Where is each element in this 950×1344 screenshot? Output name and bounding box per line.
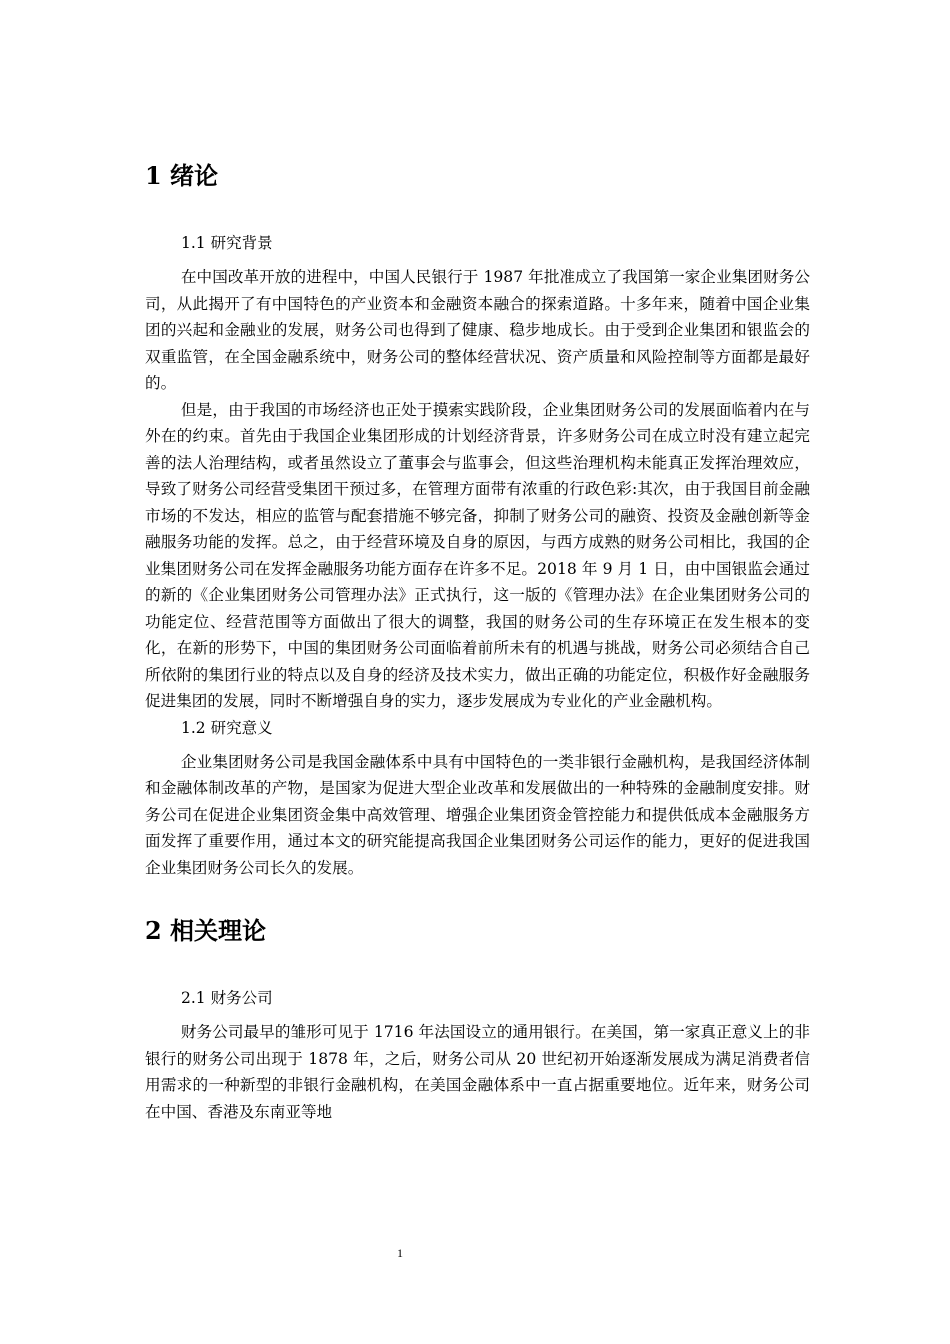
paragraph-1-2-a: 企业集团财务公司是我国金融体系中具有中国特色的一类非银行金融机构，是我国经济体制和金融体制改革的产物，是国家为促进大型企业改革和发展做出的一种特殊的金融制度安排。财务公司在促进企业集团资金集中高效管理、增强企业集团资金管控能力和提供低成本金融服务方面发挥了重要作用，通过本文的研究能提高我国企业集团财务公司运作的能力，更好的促进我国企业集团财务公司长久的发展。	[145, 752, 810, 877]
page-content	[145, 160, 810, 1125]
paragraph-1-1-b: 但是，由于我国的市场经济也正处于摸索实践阶段，企业集团财务公司的发展面临着内在与外在的约束。首先由于我国企业集团形成的计划经济背景，许多财务公司在成立时没有建立起完善的法人治理结构，或者虽然设立了董事会与监事会，但这些治理机构未能真正发挥治理效应，导致了财务公司经营受集团干预过多，在管理方面带有浓重的行政色彩:其次，由于我国目前金融市场的不发达，相应的监管与配套措施不够完备，抑制了财务公司的融资、投资及金融创新等金融服务功能的发挥。总之，由于经营环境及自身的原因，与西方成熟的财务公司相比，我国的企业集团财务公司在发挥金融服务功能方面存在许多不足。2018 年 9 月 1 日，由中国银监会通过的新的《企业集团财务公司管理办法》正式执行，这一版的《管理办法》在企业集团财务公司的功能定位、经营范围等方面做出了很大的调整，我国的财务公司的生存环境正在发生根本的变化，在新的形势下，中国的集团财务公司面临着前所未有的机遇与挑战，财务公司必须结合自己所依附的集团行业的特点以及自身的经济及技术实力，做出正确的功能定位，积极作好金融服务促进集团的发展，同时不断增强自身的实力，逐步发展成为专业化的产业金融机构。	[145, 400, 810, 710]
page-number: 1	[397, 1246, 403, 1260]
section-heading-1: 1 绪论	[145, 161, 219, 190]
subsection-heading-1-1: 1.1 研究背景	[181, 234, 273, 252]
paragraph-1-1-a: 在中国改革开放的进程中，中国人民银行于 1987 年批准成立了我国第一家企业集团财务公司，从此揭开了有中国特色的产业资本和金融资本融合的探索道路。十多年来，随着中国企业集团的兴起和金融业的发展，财务公司也得到了健康、稳步地成长。由于受到企业集团和银监会的双重监管，在全国金融系统中，财务公司的整体经营状况、资产质量和风险控制等方面都是最好的。	[145, 268, 810, 392]
subsection-heading-1-2: 1.2 研究意义	[181, 718, 273, 737]
section-heading-2: 2 相关理论	[145, 916, 267, 945]
subsection-heading-2-1: 2.1 财务公司	[181, 989, 273, 1007]
paragraph-2-1-a: 财务公司最早的雏形可见于 1716 年法国设立的通用银行。在美国，第一家真正意义上的非银行的财务公司出现于 1878 年，之后，财务公司从 20 世纪初开始逐渐发展成为满足消费者信用需求的一种新型的非银行金融机构，在美国金融体系中一直占据重要地位。近年来，财务公司在中国、香港及东南亚等地	[145, 1023, 810, 1121]
